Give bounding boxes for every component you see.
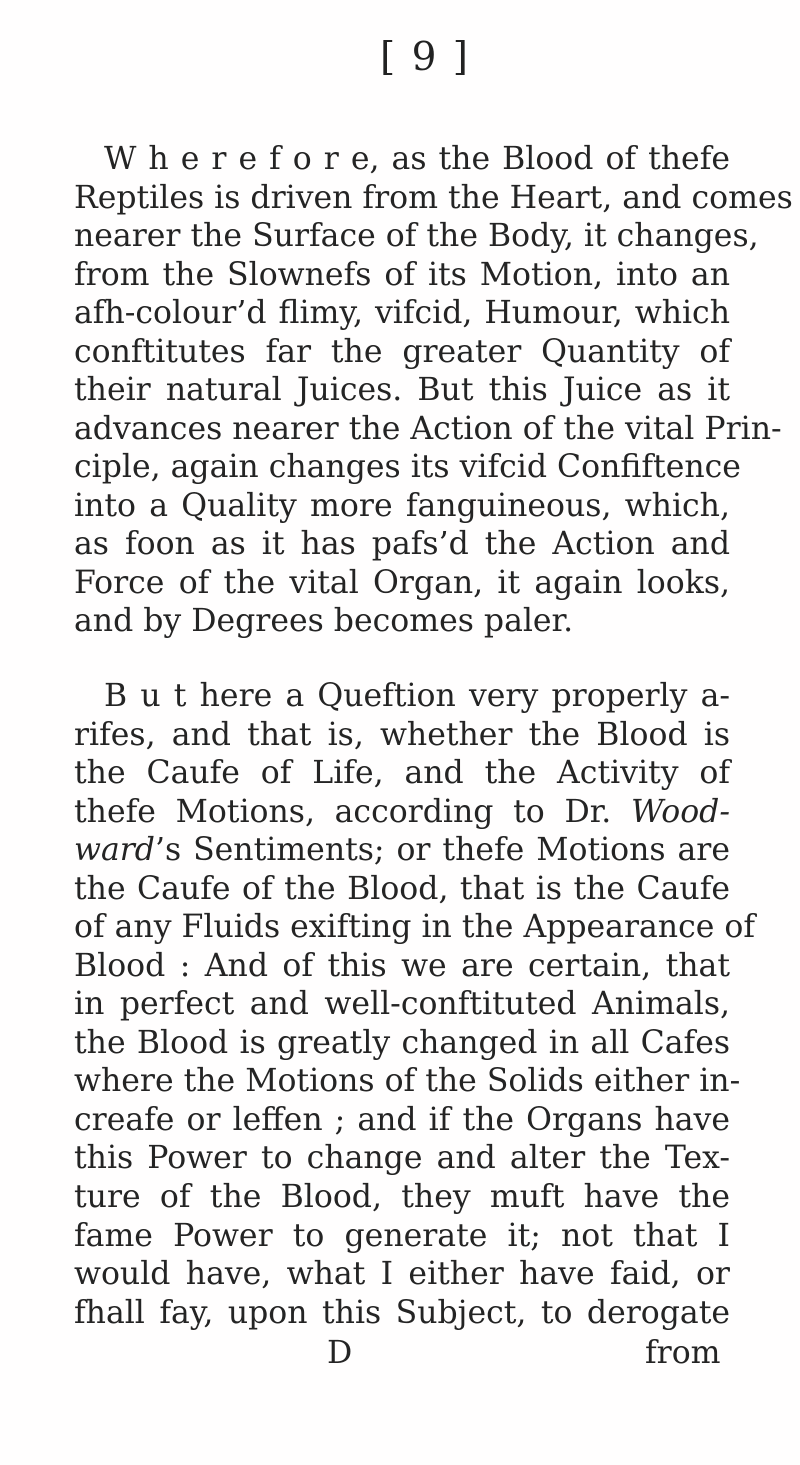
page-number: [ 9 ] [379, 35, 471, 80]
text-line: and by Degrees becomes paler. [74, 603, 574, 640]
text-line: ciple, again changes its vifcid Confiftence [74, 449, 741, 486]
text-line: the Caufe of Life, and the Activity of [74, 755, 730, 792]
text-line: from the Slownefs of its Motion, into an [74, 256, 730, 293]
text-line: Force of the vital Organ, it again looks, [74, 564, 730, 601]
text-line: in perfect and well-conftituted Animals, [74, 986, 730, 1023]
italic-name: Wood- [631, 793, 730, 830]
text-line: afh-colour’d flimy, vifcid, Humour, which [74, 295, 730, 332]
text-line: W h e r e f o r e, as the Blood of thefe [104, 141, 730, 177]
signature-mark: D [327, 1335, 353, 1371]
italic-name: ward [74, 832, 155, 869]
text-line: the Blood is greatly changed in all Cafes [74, 1024, 730, 1061]
text-line: fhall fay, upon this Subject, to derogate [74, 1294, 730, 1331]
text-line: rifes, and that is, whether the Blood is [74, 716, 730, 753]
text-line: conftitutes far the greater Quantity of [74, 333, 730, 370]
text-line: fame Power to generate it; not that I [74, 1217, 730, 1254]
text-line: the Caufe of the Blood, that is the Caufe [74, 870, 730, 907]
text-line: Reptiles is driven from the Heart, and comes [74, 179, 793, 216]
text-line: into a Quality more fanguineous, which, [74, 487, 730, 524]
text-line: nearer the Surface of the Body, it changes, [74, 218, 759, 254]
text-line: their natural Juices. But this Juice as it [74, 372, 730, 409]
text-line: would have, what I either have faid, or [74, 1256, 730, 1292]
text-line: Blood : And of this we are certain, that [74, 947, 730, 984]
text-segment: thefe Motions, according to Dr. [74, 793, 632, 830]
text-line-with-italic [74, 832, 730, 869]
text-line: this Power to change and alter the Tex- [74, 1140, 730, 1177]
text-line: as foon as it has pafs’d the Action and [74, 526, 730, 563]
text-line: of any Fluids exifting in the Appearance of [74, 909, 756, 946]
text-line: advances nearer the Action of the vital Prin- [74, 410, 782, 447]
text-line: B u t here a Queftion very properly a- [104, 678, 730, 715]
text-line: ture of the Blood, they muft have the [74, 1178, 730, 1215]
text-line-with-italic [74, 793, 730, 830]
text-segment: ’s Sentiments; or thefe Motions are [154, 832, 730, 869]
text-line: creafe or leffen ; and if the Organs have [74, 1101, 730, 1138]
catchword: from [645, 1335, 721, 1371]
text-line: where the Motions of the Solids either in- [74, 1063, 741, 1100]
